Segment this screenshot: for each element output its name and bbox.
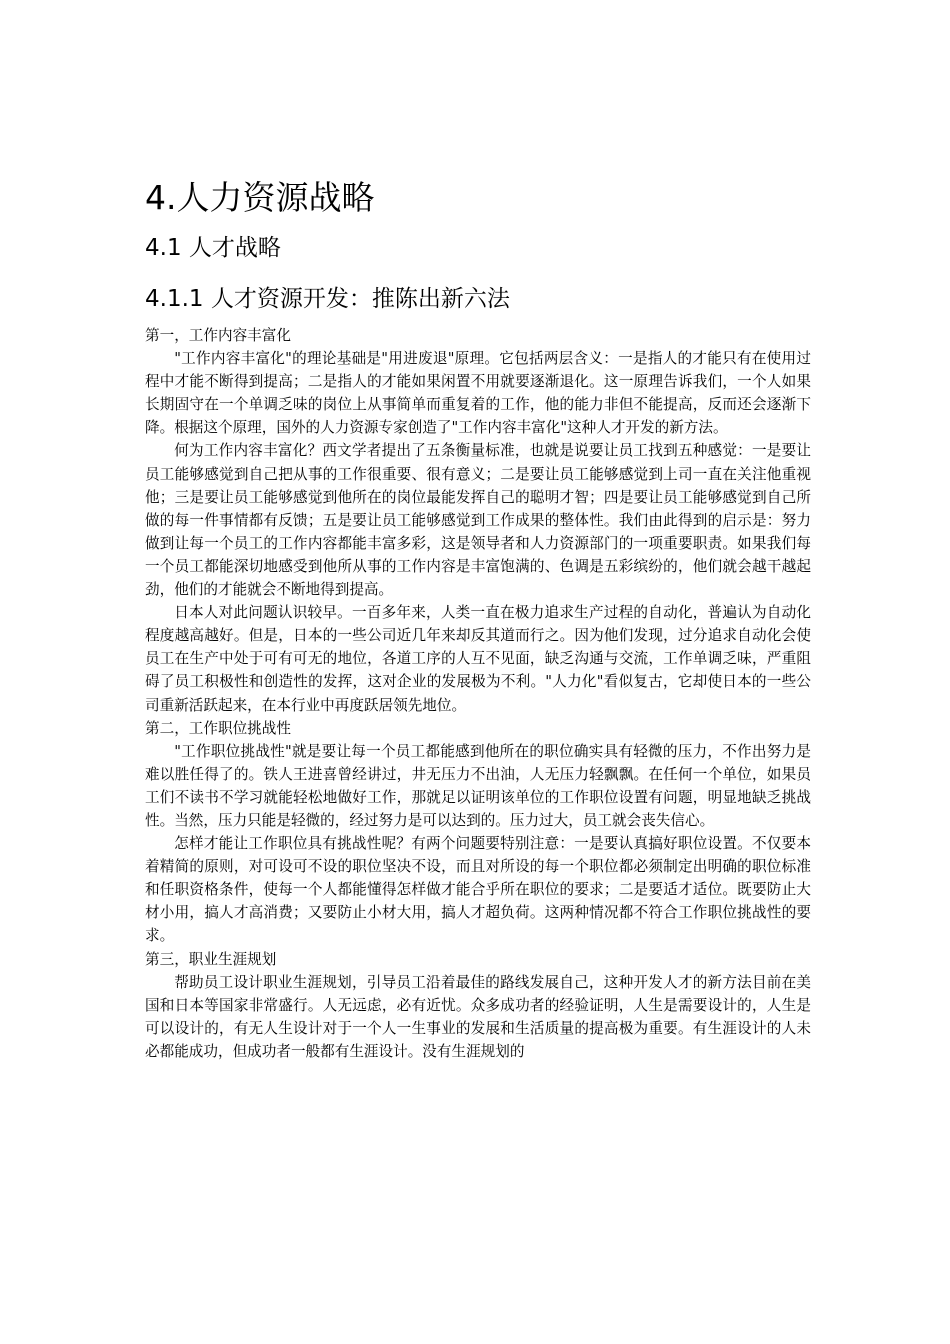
paragraph: 帮助员工设计职业生涯规划，引导员工沿着最佳的路线发展自己，这种开发人才的新方法目前在美国和日本等国家非常盛行。人无远虑，必有近忧。众多成功者的经验证明，人生是需要设计的，人生是可以设计的，有无人生设计对于一个人一生事业的发展和生活质量的提高极为重要。有生涯设计的人未必都能成功，但成功者一般都有生涯设计。没有生涯规划的: [145, 973, 811, 1060]
paragraph: 何为工作内容丰富化？西文学者提出了五条衡量标准，也就是说要让员工找到五种感觉：一是要让员工能够感觉到自己把从事的工作很重要、很有意义；二是要让员工能够感觉到上司一直在关注他重视他；三是要让员工能够感觉到他所在的岗位最能发挥自己的聪明才智；四是要让员工能够感觉到自己所做的每一件事情都有反馈；五是要让员工能够感觉到工作成果的整体性。我们由此得到的启示是：努力做到让每一个员工的工作内容都能丰富多彩，这是领导者和人力资源部门的一项重要职责。如果我们每一个员工都能深切地感受到他所从事的工作内容是丰富饱满的、色调是五彩缤纷的，他们就会越干越起劲，他们的才能就会不断地得到提高。: [145, 442, 811, 599]
section-title: 第二，工作职位挑战性: [145, 719, 291, 737]
paragraph: "工作内容丰富化"的理论基础是"用进废退"原理。它包括两层含义：一是指人的才能只有在使用过程中才能不断得到提高；二是指人的才能如果闲置不用就要逐渐退化。这一原理告诉我们，一个人如果长期固守在一个单调乏味的岗位上从事简单而重复着的工作，他的能力非但不能提高，反而还会逐渐下降。根据这个原理，国外的人力资源专家创造了"工作内容丰富化"这种人才开发的新方法。: [145, 350, 811, 437]
heading-level-2: 4.1 人才战略: [145, 235, 281, 261]
document-body: [145, 324, 811, 1063]
heading-level-1: 4.人力资源战略: [145, 178, 375, 217]
paragraph: 怎样才能让工作职位具有挑战性呢？有两个问题要特别注意：一是要认真搞好职位设置。不仅要本着精简的原则，对可设可不设的职位坚决不设，而且对所设的每一个职位都必须制定出明确的职位标准和任职资格条件，使每一个人都能懂得怎样做才能合乎所在职位的要求；二是要适才适位。既要防止大材小用，搞人才高消费；又要防止小材大用，搞人才超负荷。这两种情况都不符合工作职位挑战性的要求。: [145, 835, 811, 945]
section-title: 第一，工作内容丰富化: [145, 327, 291, 344]
heading-level-3: 4.1.1 人才资源开发：推陈出新六法: [145, 286, 510, 312]
section-title: 第三，职业生涯规划: [145, 950, 277, 968]
paragraph: 日本人对此问题认识较早。一百多年来，人类一直在极力追求生产过程的自动化，普遍认为自动化程度越高越好。但是，日本的一些公司近几年来却反其道而行之。因为他们发现，过分追求自动化会使员工在生产中处于可有可无的地位，各道工序的人互不见面，缺乏沟通与交流，工作单调乏味，严重阻碍了员工积极性和创造性的发挥，这对企业的发展极为不利。"人力化"看似复古，它却使日本的一些公司重新活跃起来，在本行业中再度跃居领先地位。: [145, 604, 811, 714]
paragraph: "工作职位挑战性"就是要让每一个员工都能感到他所在的职位确实具有轻微的压力，不作出努力是难以胜任得了的。铁人王进喜曾经讲过，井无压力不出油，人无压力轻飘飘。在任何一个单位，如果员工们不读书不学习就能轻松地做好工作，那就足以证明该单位的工作职位设置有问题，明显地缺乏挑战性。当然，压力只能是轻微的，经过努力是可以达到的。压力过大，员工就会丧失信心。: [145, 742, 811, 829]
